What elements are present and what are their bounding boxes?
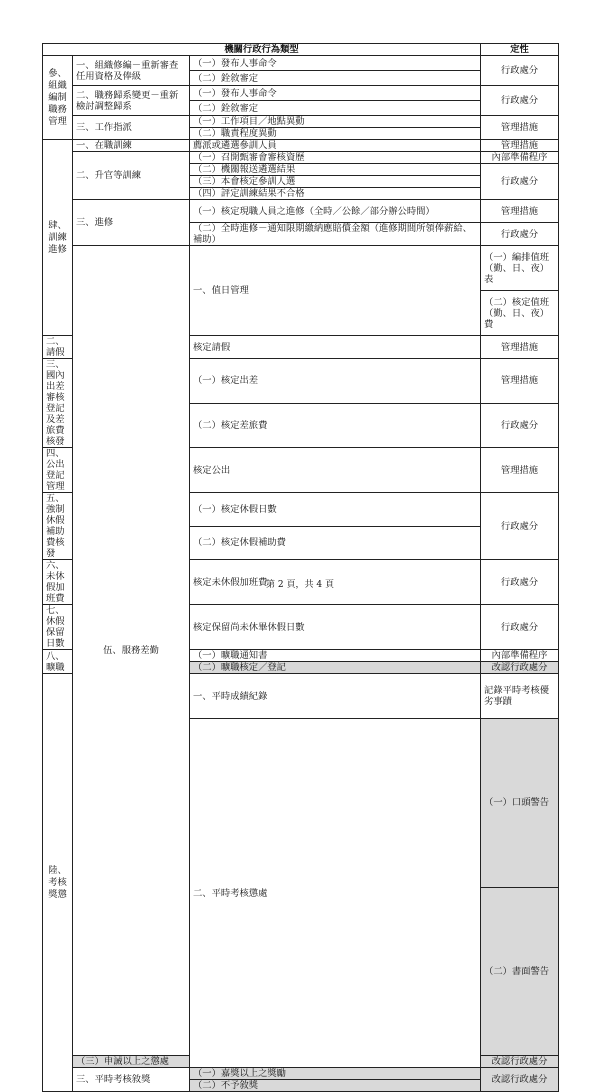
item-unused-leave-overtime: 六、未休假加班費 xyxy=(43,560,73,605)
item-job-series: 二、職務歸系變更－重新檢討調整歸系 xyxy=(73,86,190,116)
item-commendation: 三、平時考核敘獎 xyxy=(73,1068,190,1092)
item-promotion-training: 二、升官等訓練 xyxy=(73,152,190,200)
action-cell: （一）核定現職人員之進修（全時／公餘／部分辦公時間） xyxy=(190,200,481,223)
action-cell: （二）不予敘獎 xyxy=(190,1080,481,1092)
action-cell: 核定未休假加班費 xyxy=(190,560,481,605)
item-further-study: 三、進修 xyxy=(73,200,190,246)
action-cell: （四）評定訓練結果不合格 xyxy=(190,188,481,200)
item-mandatory-leave-subsidy: 五、強制休假補助費核發 xyxy=(43,493,73,560)
nature-cell: 管理措施 xyxy=(481,116,559,140)
action-cell: （一）核定休假日數 xyxy=(190,493,481,527)
header-nature: 定性 xyxy=(481,44,559,56)
category-organization: 參、組織編制職務管理 xyxy=(43,56,73,140)
nature-cell: 內部準備程序 xyxy=(481,152,559,164)
action-cell: （二）機關報送遴選結果 xyxy=(190,164,481,176)
action-cell: （一）工作項目／地點異動 xyxy=(190,116,481,128)
action-cell: （二）銓敘審定 xyxy=(190,101,481,116)
item-reserved-leave-days: 七、休假保留日數 xyxy=(43,605,73,650)
action-cell: （一）編排值班（勤、日、夜）表 xyxy=(481,246,559,291)
item-business-trip: 三、國內出差審核登記及差旅費核發 xyxy=(43,359,73,448)
action-cell: （一）核定出差 xyxy=(190,359,481,404)
action-cell: （一）曠職通知書 xyxy=(190,650,481,662)
page-footer: 第 2 頁，共 4 頁 xyxy=(266,580,334,590)
action-cell: （二）書面警告 xyxy=(481,887,559,1056)
nature-cell: 管理措施 xyxy=(481,140,559,152)
nature-cell: 管理措施 xyxy=(481,200,559,223)
item-org-restructure: 一、組織修編－重新審查任用資格及俸級 xyxy=(73,56,190,86)
action-cell: 薦派或遴選參訓人員 xyxy=(190,140,481,152)
action-cell: （一）口頭警告 xyxy=(481,719,559,888)
nature-cell: 行政處分 xyxy=(481,560,559,605)
action-cell: 核定公出 xyxy=(190,448,481,493)
action-cell: （一）發布人事命令 xyxy=(190,56,481,71)
nature-cell: 管理措施 xyxy=(481,448,559,493)
item-performance-record: 一、平時成績紀錄 xyxy=(190,674,481,719)
action-cell: （一）發布人事命令 xyxy=(190,86,481,101)
action-cell: 核定請假 xyxy=(190,336,481,359)
nature-cell: 管理措施 xyxy=(481,359,559,404)
nature-cell: 行政處分 xyxy=(481,56,559,86)
item-official-outing: 四、公出登記管理 xyxy=(43,448,73,493)
item-work-assignment: 三、工作指派 xyxy=(73,116,190,140)
item-disciplinary: 二、平時考核懲處 xyxy=(190,719,481,1068)
item-absenteeism: 八、曠職 xyxy=(43,650,73,674)
action-cell: （二）曠職核定／登記 xyxy=(190,662,481,674)
action-cell: （二）職責程度異動 xyxy=(190,128,481,140)
action-cell: （三）本會核定參訓人選 xyxy=(190,176,481,188)
nature-cell: 行政處分 xyxy=(481,493,559,560)
nature-cell: 行政處分 xyxy=(481,403,559,448)
action-cell: 記錄平時考核優劣事蹟 xyxy=(481,674,559,719)
action-cell: （二）核定差旅費 xyxy=(190,403,481,448)
nature-cell: 管理措施 xyxy=(481,336,559,359)
action-cell: （二）核定值班（勤、日、夜）費 xyxy=(481,291,559,336)
item-leave: 二、請假 xyxy=(43,336,73,359)
header-action-type: 機關行政行為類型 xyxy=(43,44,481,56)
action-cell: （二）銓敘審定 xyxy=(190,71,481,86)
administrative-action-table xyxy=(42,43,559,1092)
category-attendance: 伍、服務差勤 xyxy=(73,246,190,1056)
category-training: 肆、訓練進修 xyxy=(43,140,73,336)
item-in-service-training: 一、在職訓練 xyxy=(73,140,190,152)
action-cell: （二）核定休假補助費 xyxy=(190,526,481,560)
action-cell: （二）全時進修－通知限期繳納應賠償金額（進修期間所領俸薪給、補助） xyxy=(190,223,481,246)
action-cell: 核定保留尚未休畢休假日數 xyxy=(190,605,481,650)
nature-cell: 改認行政處分 xyxy=(481,1068,559,1092)
item-duty-management: 一、值日管理 xyxy=(190,246,481,336)
action-cell: （一）召開甄審會審核資歷 xyxy=(190,152,481,164)
nature-cell: 改認行政處分 xyxy=(481,1056,559,1068)
nature-cell: 行政處分 xyxy=(481,86,559,116)
nature-cell: 行政處分 xyxy=(481,164,559,200)
nature-cell: 行政處分 xyxy=(481,223,559,246)
document-page xyxy=(42,43,558,1092)
action-cell: （三）申誡以上之懲處 xyxy=(73,1056,190,1068)
category-evaluation: 陸、考核獎懲 xyxy=(43,674,73,1092)
nature-cell: 改認行政處分 xyxy=(481,662,559,674)
nature-cell: 內部準備程序 xyxy=(481,650,559,662)
action-cell: （一）嘉獎以上之獎勵 xyxy=(190,1068,481,1080)
nature-cell: 行政處分 xyxy=(481,605,559,650)
